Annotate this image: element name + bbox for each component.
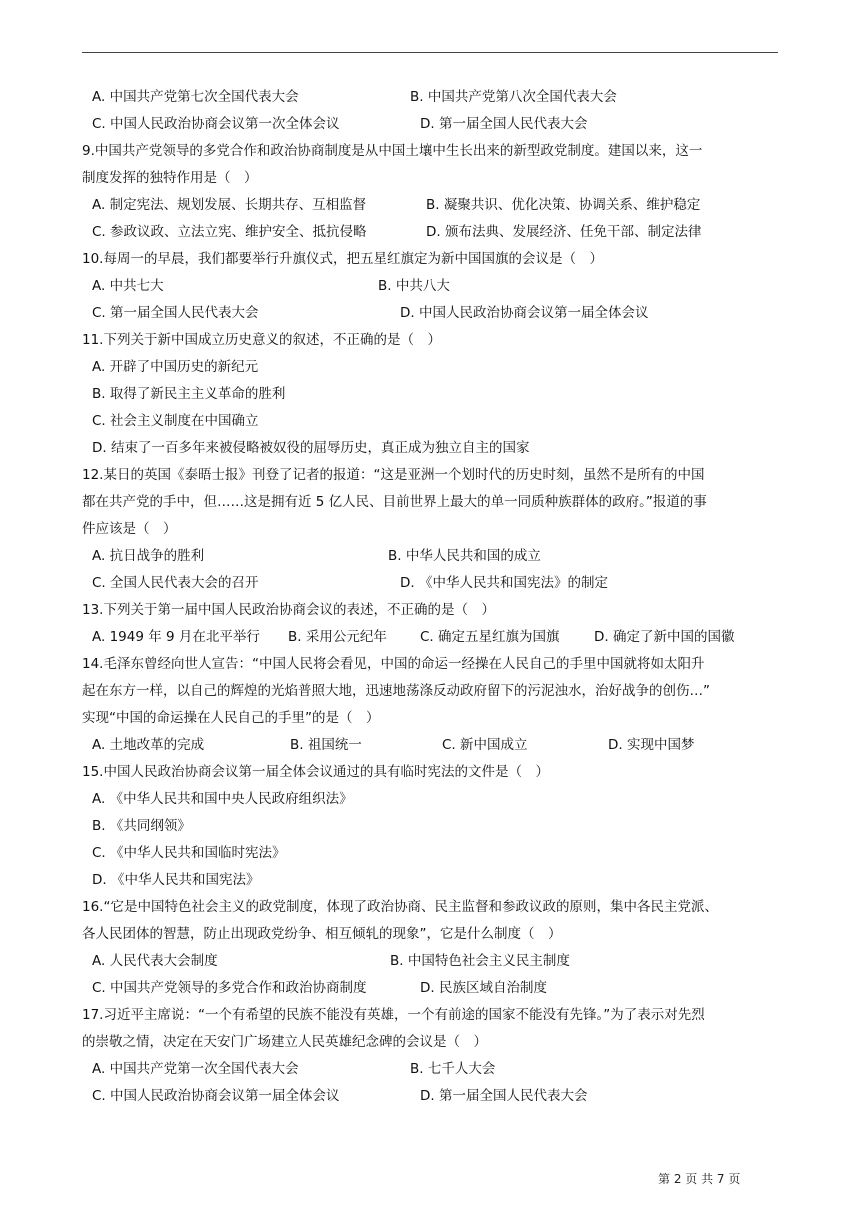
q10-options-row2 xyxy=(82,300,782,327)
q10-option-a: A. 中共七大 xyxy=(92,278,164,294)
q15-option-b: B. 《共同纲领》 xyxy=(92,818,191,834)
q8-option-a: A. 中国共产党第七次全国代表大会 xyxy=(92,89,299,105)
q10-option-d: D. 中国人民政治协商会议第一届全体会议 xyxy=(400,305,649,321)
q14-options-row xyxy=(82,732,782,759)
q16-stem-line1: 16.“它是中国特色社会主义的政党制度，体现了政治协商、民主监督和参政议政的原则，集中各民主党派、 xyxy=(82,899,718,915)
q13-stem: 13.下列关于第一届中国人民政治协商会议的表述，不正确的是（ ） xyxy=(82,602,495,618)
q17-options-row2 xyxy=(82,1083,782,1110)
q13-options-row xyxy=(82,624,782,651)
q12-option-a: A. 抗日战争的胜利 xyxy=(92,548,205,564)
q10-option-c: C. 第一届全国人民代表大会 xyxy=(92,305,259,321)
q17-option-d: D. 第一届全国人民代表大会 xyxy=(420,1088,588,1104)
q11-stem: 11.下列关于新中国成立历史意义的叙述，不正确的是（ ） xyxy=(82,332,441,348)
q13-option-a: A. 1949 年 9 月在北平举行 xyxy=(92,629,260,645)
q14-option-b: B. 祖国统一 xyxy=(290,737,362,753)
q12-options-row1 xyxy=(82,543,782,570)
q13-option-c: C. 确定五星红旗为国旗 xyxy=(420,629,560,645)
q8-options-row2 xyxy=(82,111,782,138)
q16-option-b: B. 中国特色社会主义民主制度 xyxy=(390,953,570,969)
q11-option-a: A. 开辟了中国历史的新纪元 xyxy=(92,359,259,375)
q12-option-b: B. 中华人民共和国的成立 xyxy=(388,548,541,564)
q14-option-a: A. 土地改革的完成 xyxy=(92,737,205,753)
q17-stem-line1: 17.习近平主席说：“一个有希望的民族不能没有英雄，一个有前途的国家不能没有先锋。”为了表示对先烈 xyxy=(82,1007,705,1023)
q13-option-b: B. 采用公元纪年 xyxy=(288,629,387,645)
q9-option-b: B. 凝聚共识、优化决策、协调关系、维护稳定 xyxy=(426,197,701,213)
q14-stem-line1: 14.毛泽东曾经向世人宣告：“中国人民将会看见，中国的命运一经操在人民自己的手里中国就将如太阳升 xyxy=(82,656,705,672)
q14-option-d: D. 实现中国梦 xyxy=(608,737,695,753)
q17-option-c: C. 中国人民政治协商会议第一届全体会议 xyxy=(92,1088,340,1104)
q16-stem-line2: 各人民团体的智慧，防止出现政党纷争、相互倾轧的现象”，它是什么制度（ ） xyxy=(82,926,562,942)
q10-options-row1 xyxy=(82,273,782,300)
page-number-footer: 第 2 页 共 7 页 xyxy=(658,1172,741,1186)
q9-stem-line1: 9.中国共产党领导的多党合作和政治协商制度是从中国土壤中生长出来的新型政党制度。建国以来，这一 xyxy=(82,143,703,159)
q15-stem: 15.中国人民政治协商会议第一届全体会议通过的具有临时宪法的文件是（ ） xyxy=(82,764,549,780)
q8-option-b: B. 中国共产党第八次全国代表大会 xyxy=(410,89,617,105)
q17-stem-line2: 的崇敬之情，决定在天安门广场建立人民英雄纪念碑的会议是（ ） xyxy=(82,1034,487,1050)
q16-option-c: C. 中国共产党领导的多党合作和政治协商制度 xyxy=(92,980,367,996)
q12-stem-line1: 12.某日的英国《泰晤士报》刊登了记者的报道：“这是亚洲一个划时代的历史时刻，虽然不是所有的中国 xyxy=(82,467,705,483)
q9-option-a: A. 制定宪法、规划发展、长期共存、互相监督 xyxy=(92,197,367,213)
q12-option-d: D. 《中华人民共和国宪法》的制定 xyxy=(400,575,608,591)
q17-options-row1 xyxy=(82,1056,782,1083)
q12-options-row2 xyxy=(82,570,782,597)
q14-stem-line2: 起在东方一样，以自己的辉煌的光焰普照大地，迅速地荡涤反动政府留下的污泥浊水，治好战争的创伤…” xyxy=(82,683,710,699)
q9-options-row1 xyxy=(82,192,782,219)
q15-option-c: C. 《中华人民共和国临时宪法》 xyxy=(92,845,286,861)
q8-options-row1 xyxy=(82,84,782,111)
q17-option-a: A. 中国共产党第一次全国代表大会 xyxy=(92,1061,299,1077)
q15-option-a: A. 《中华人民共和国中央人民政府组织法》 xyxy=(92,791,353,807)
q12-stem-line2: 都在共产党的手中，但……这是拥有近 5 亿人民、目前世界上最大的单一同质种族群体的政府。”报道的事 xyxy=(82,494,707,510)
q8-option-c: C. 中国人民政治协商会议第一次全体会议 xyxy=(92,116,340,132)
q17-option-b: B. 七千人大会 xyxy=(410,1061,496,1077)
q9-option-c: C. 参政议政、立法立宪、维护安全、抵抗侵略 xyxy=(92,224,367,240)
q9-options-row2 xyxy=(82,219,782,246)
q16-options-row1 xyxy=(82,948,782,975)
header-rule xyxy=(82,52,778,53)
q15-option-d: D. 《中华人民共和国宪法》 xyxy=(92,872,260,888)
q14-stem-line3: 实现“中国的命运操在人民自己的手里”的是（ ） xyxy=(82,710,380,726)
exam-content xyxy=(82,84,782,1110)
q9-option-d: D. 颁布法典、发展经济、任免干部、制定法律 xyxy=(426,224,702,240)
q14-option-c: C. 新中国成立 xyxy=(442,737,528,753)
q11-option-d: D. 结束了一百多年来被侵略被奴役的屈辱历史，真正成为独立自主的国家 xyxy=(92,440,530,456)
q10-stem: 10.每周一的早晨，我们都要举行升旗仪式，把五星红旗定为新中国国旗的会议是（ ） xyxy=(82,251,603,267)
q16-option-a: A. 人民代表大会制度 xyxy=(92,953,218,969)
q12-option-c: C. 全国人民代表大会的召开 xyxy=(92,575,259,591)
q16-option-d: D. 民族区域自治制度 xyxy=(420,980,547,996)
q10-option-b: B. 中共八大 xyxy=(378,278,450,294)
q12-stem-line3: 件应该是（ ） xyxy=(82,521,177,537)
q11-option-b: B. 取得了新民主主义革命的胜利 xyxy=(92,386,286,402)
q16-options-row2 xyxy=(82,975,782,1002)
q9-stem-line2: 制度发挥的独特作用是（ ） xyxy=(82,170,258,186)
q8-option-d: D. 第一届全国人民代表大会 xyxy=(420,116,588,132)
q13-option-d: D. 确定了新中国的国徽 xyxy=(594,629,735,645)
q11-option-c: C. 社会主义制度在中国确立 xyxy=(92,413,259,429)
